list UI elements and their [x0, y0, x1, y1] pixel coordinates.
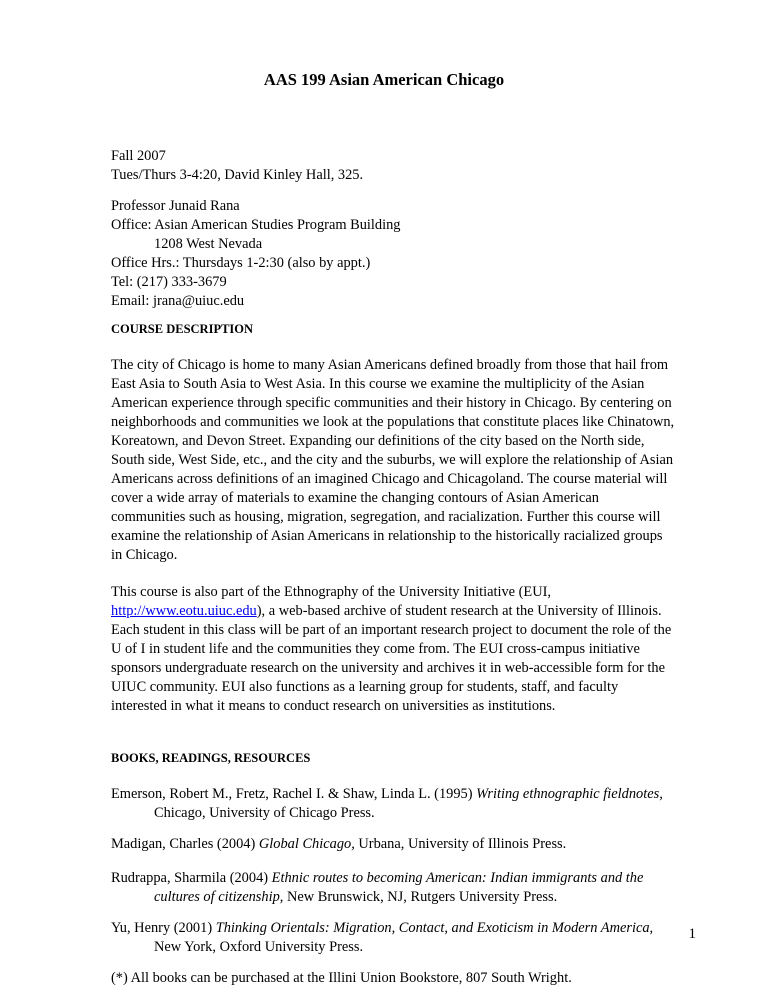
- text-line: South side, West Side, etc., and the city and the suburbs, we will explore the relationship of Asian: [111, 452, 674, 468]
- course-description-paragraph-1: [111, 356, 675, 565]
- text-line: sponsors undergraduate research on the university and archives it in web-accessible form for the: [111, 660, 665, 676]
- text-line: in Chicago.: [111, 547, 178, 563]
- text-line: Americans across definitions of an imagined Chicago and Chicagoland. The course material will: [111, 471, 668, 487]
- telephone: Tel: (217) 333-3679: [111, 274, 227, 290]
- instructor-info: [111, 197, 671, 311]
- email: Email: jrana@uiuc.edu: [111, 293, 245, 309]
- book-entry: [111, 785, 671, 823]
- text-line: examine the relationship of Asian Americans in relationship to the historically racialized groups: [111, 528, 663, 544]
- book-entry: [111, 919, 671, 957]
- book-title: Thinking Orientals: Migration, Contact, and Exoticism in Modern America,: [215, 920, 654, 936]
- book-entry: [111, 835, 671, 854]
- page-number: 1: [688, 926, 696, 942]
- text-line: The city of Chicago is home to many Asian Americans defined broadly from those that hail from: [111, 357, 669, 373]
- text-line: American experience through specific communities and their history in Chicago. By centering on: [111, 395, 672, 411]
- instructor-name: Professor Junaid Rana: [111, 198, 240, 214]
- book-publisher: Chicago, University of Chicago Press.: [154, 805, 375, 821]
- text-fragment: ), a web-based archive of student research at the University of Illinois.: [256, 603, 662, 619]
- book-authors: Rudrappa, Sharmila (2004): [111, 870, 272, 886]
- office-line1: Office: Asian American Studies Program Building: [111, 217, 401, 233]
- book-entry: [111, 869, 671, 907]
- book-title: Writing ethnographic fieldnotes,: [476, 786, 663, 802]
- text-line-with-link: [111, 602, 671, 621]
- text-line: UIUC community. EUI also functions as a learning group for students, staff, and faculty: [111, 679, 619, 695]
- text-line: East Asia to South Asia to West Asia. In this course we examine the multiplicity of the Asian: [111, 376, 645, 392]
- book-publisher: New York, Oxford University Press.: [154, 939, 364, 955]
- text-line: This course is also part of the Ethnography of the University Initiative (EUI,: [111, 584, 552, 600]
- book-authors: Madigan, Charles (2004): [111, 836, 259, 852]
- book-publisher: Urbana, University of Illinois Press.: [354, 836, 567, 852]
- book-authors: Emerson, Robert M., Fretz, Rachel I. & Shaw, Linda L. (1995): [111, 786, 477, 802]
- text-line: communities such as housing, migration, segregation, and racialization. Further this course will: [111, 509, 661, 525]
- page-title: AAS 199 Asian American Chicago: [263, 70, 505, 89]
- course-info: [111, 147, 671, 185]
- text-line: Each student in this class will be part of an important research project to document the role of the: [111, 622, 672, 638]
- book-title-continued: cultures of citizenship,: [154, 889, 284, 905]
- office-hours: Office Hrs.: Thursdays 1-2:30 (also by appt.): [111, 255, 371, 271]
- text-line: neighborhoods and communities we look at the populations that constitute places like Chinatown,: [111, 414, 675, 430]
- book-publisher: New Brunswick, NJ, Rutgers University Press.: [283, 889, 558, 905]
- books-heading: BOOKS, READINGS, RESOURCES: [111, 751, 311, 765]
- office-line2: 1208 West Nevada: [154, 236, 263, 252]
- bookstore-note: (*) All books can be purchased at the Illini Union Bookstore, 807 South Wright.: [111, 970, 572, 986]
- text-line: interested in what it means to conduct research on universities as institutions.: [111, 698, 556, 714]
- schedule: Tues/Thurs 3-4:20, David Kinley Hall, 325.: [111, 167, 364, 183]
- text-line: cover a wide array of materials to examine the changing contours of Asian American: [111, 490, 599, 506]
- text-line: U of I in student life and the communities they come from. The EUI cross-campus initiative: [111, 641, 640, 657]
- eui-link[interactable]: http://www.eotu.uiuc.edu: [111, 603, 257, 619]
- book-title: Ethnic routes to becoming American: Indian immigrants and the: [271, 870, 644, 886]
- course-description-heading: COURSE DESCRIPTION: [111, 322, 254, 336]
- text-line: Koreatown, and Devon Street. Expanding our definitions of the city based on the North side,: [111, 433, 645, 449]
- term: Fall 2007: [111, 148, 166, 164]
- book-authors: Yu, Henry (2001): [111, 920, 216, 936]
- book-title: Global Chicago,: [258, 836, 355, 852]
- course-description-paragraph-2: [111, 583, 671, 716]
